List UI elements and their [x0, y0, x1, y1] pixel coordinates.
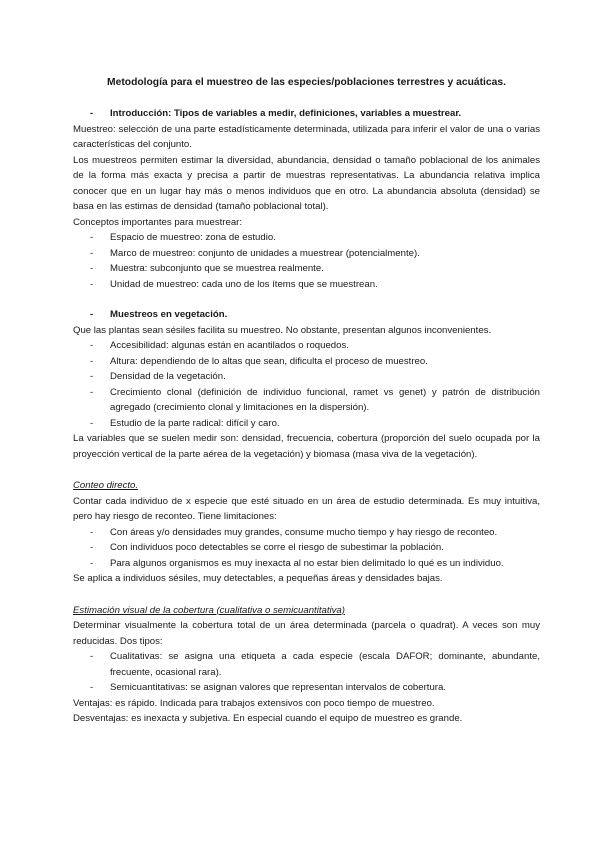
- estimacion-list: [73, 649, 540, 696]
- list-item: - Cualitativas: se asigna una etiqueta a cada especie (escala DAFOR; dominante, abundante, frecuente, ocasional rara).: [73, 649, 540, 680]
- spacer: [73, 587, 540, 603]
- list-item: - Densidad de la vegetación.: [73, 369, 540, 385]
- vegetacion-heading: - Muestreos en vegetación.: [73, 307, 540, 323]
- list-item: - Accesibilidad: algunas están en acantilados o roquedos.: [73, 338, 540, 354]
- list-item: - Con áreas y/o densidades muy grandes, consume mucho tiempo y hay riesgo de reconteo.: [73, 525, 540, 541]
- estimacion-desventajas: Desventajas: es inexacta y subjetiva. En especial cuando el equipo de muestreo es grande.: [73, 713, 463, 724]
- intro-heading: - Introducción: Tipos de variables a medir, definiciones, variables a muestrear.: [73, 106, 540, 122]
- list-item: - Marco de muestreo: conjunto de unidades a muestrear (potencialmente).: [73, 246, 540, 262]
- list-item: - Unidad de muestreo: cada uno de los ítems que se muestrean.: [73, 277, 540, 293]
- list-item: - Semicuantitativas: se asignan valores que representan intervalos de cobertura.: [73, 680, 540, 696]
- list-item: - Con individuos poco detectables se corre el riesgo de subestimar la población.: [73, 540, 540, 556]
- spacer: [73, 462, 540, 478]
- spacer: [73, 292, 540, 307]
- conteo-paragraph-1: Contar cada individuo de x especie que esté situado en un área de estudio determinada. Es muy intuitiva, pero hay riesgo de reconteo. Tiene limitaciones:: [73, 495, 540, 522]
- intro-concepts-list: [73, 230, 540, 292]
- conteo-heading: Conteo directo.: [73, 480, 139, 491]
- list-item: - Para algunos organismos es muy inexacta al no estar bien delimitado lo qué es un individuo.: [73, 556, 540, 572]
- vegetacion-heading-list: [73, 307, 540, 323]
- intro-paragraph-3: Conceptos importantes para muestrear:: [73, 216, 243, 228]
- conteo-paragraph-2: Se aplica a individuos sésiles, muy detectables, a pequeñas áreas y densidades bajas.: [73, 573, 443, 584]
- list-item: - Estudio de la parte radical: difícil y caro.: [73, 416, 540, 432]
- estimacion-ventajas: Ventajas: es rápido. Indicada para trabajos extensivos con poco tiempo de muestreo.: [73, 697, 435, 709]
- vegetacion-paragraph-2: La variables que se suelen medir son: densidad, frecuencia, cobertura (proporción del suelo ocupada por la proyección vertical de la parte aérea de la vegetación) y biomasa (masa viva de la vegetación).: [73, 433, 540, 460]
- vegetacion-list: [73, 338, 540, 431]
- estimacion-paragraph-1: Determinar visualmente la cobertura total de un área determinada (parcela o quadrat). A veces son muy reducidas. Dos tipos:: [73, 620, 540, 647]
- intro-paragraph-2: Los muestreos permiten estimar la diversidad, abundancia, densidad o tamaño poblacional de los animales de la forma más exacta y precisa a partir de muestras representativas. La abundancia relativa implica conocer que en un lugar hay más o menos individuos que en otro. La abundancia absoluta (densidad) se basa en las estimas de densidad (tamaño poblacional total).: [73, 154, 540, 212]
- vegetacion-paragraph-1: Que las plantas sean sésiles facilita su muestreo. No obstante, presentan algunos inconvenientes.: [73, 324, 492, 336]
- conteo-list: [73, 525, 540, 572]
- estimacion-heading: Estimación visual de la cobertura (cualitativa o semicuantitativa): [73, 604, 345, 616]
- document-title: Metodología para el muestreo de las especies/poblaciones terrestres y acuáticas.: [107, 77, 506, 88]
- list-item: - Muestra: subconjunto que se muestrea realmente.: [73, 261, 540, 277]
- list-item: - Crecimiento clonal (definición de individuo funcional, ramet vs genet) y patrón de distribución agregado (crecimiento clonal y limitaciones en la dispersión).: [73, 385, 540, 416]
- intro-heading-list: [73, 106, 540, 122]
- list-item: - Espacio de muestreo: zona de estudio.: [73, 230, 540, 246]
- list-item: - Altura: dependiendo de lo altas que sean, dificulta el proceso de muestreo.: [73, 354, 540, 370]
- intro-paragraph-1: Muestreo: selección de una parte estadísticamente determinada, utilizada para inferir el valor de una o varias características del conjunto.: [73, 123, 540, 150]
